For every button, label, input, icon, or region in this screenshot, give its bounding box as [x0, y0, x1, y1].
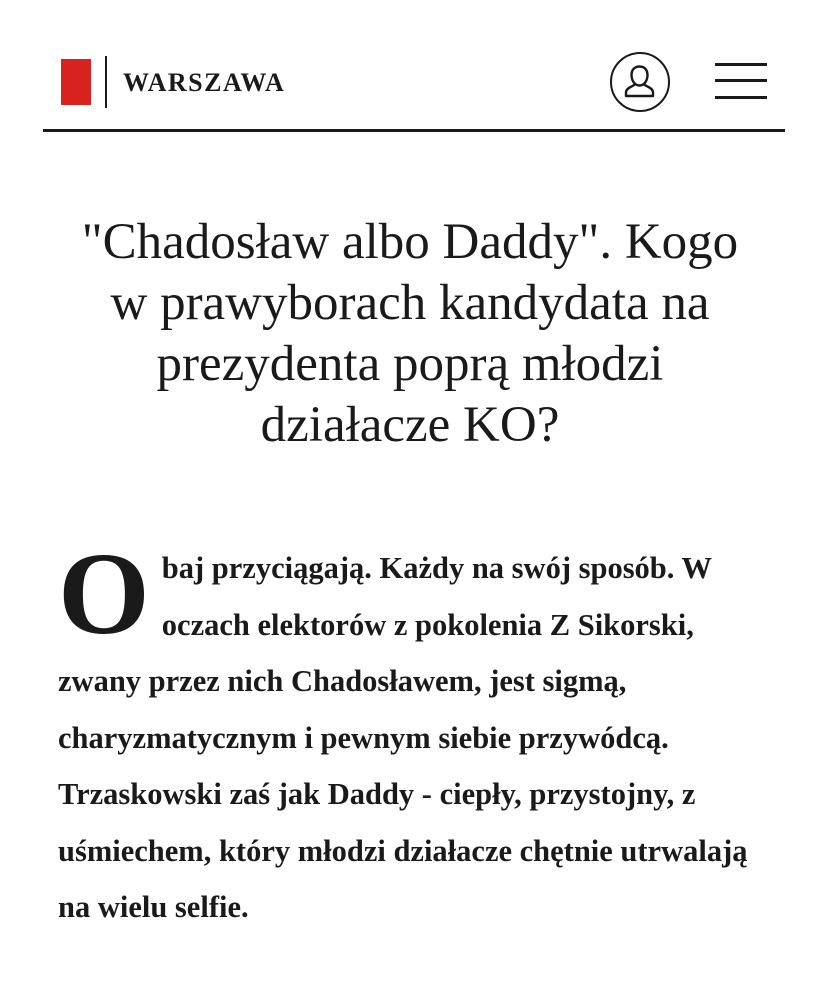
drop-cap: O — [58, 528, 150, 659]
section-name[interactable]: WARSZAWA — [123, 68, 286, 97]
article-title: "Chadosław albo Daddy". Kogo w prawyborach kandydata na prezydenta poprą młodzi działacze KO? — [81, 214, 739, 453]
user-icon — [622, 63, 657, 101]
lead-text: baj przyciągają. Każdy na swój sposób. W oczach elektorów z pokolenia Z Sikorski, zwany przez nich Chadosławem, jest sigmą, charyzmatycznym i pewnym siebie przywódcą. Trzaskowski zaś jak Daddy - ciepły, przystojny, z uśmiechem, który młodzi działacze chętnie utrwalają na wielu selfie. — [58, 551, 748, 924]
site-header — [43, 40, 785, 132]
menu-button[interactable] — [715, 63, 767, 103]
brand-logo[interactable] — [61, 59, 91, 105]
article-lead — [58, 528, 758, 936]
account-button[interactable] — [610, 52, 670, 112]
header-divider — [105, 56, 107, 108]
hamburger-menu-icon — [715, 63, 767, 66]
